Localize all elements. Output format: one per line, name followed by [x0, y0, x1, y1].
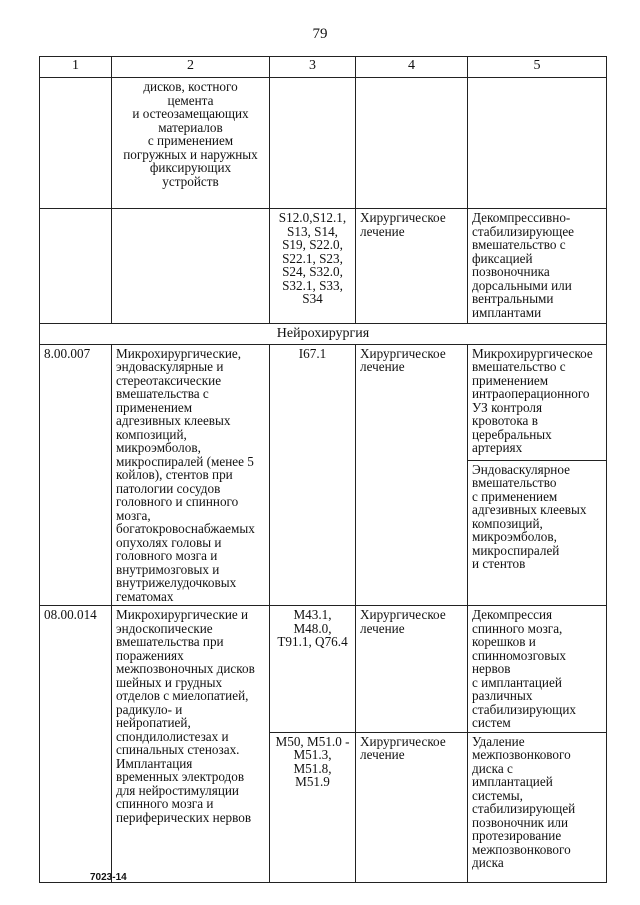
table-header-row — [40, 57, 607, 78]
column-header: 4 — [356, 57, 468, 78]
cell-code: 08.00.014 — [40, 606, 112, 883]
cell-method: Микрохирургическое вмешательство с применением интраоперационного УЗ контроля кровотока в церебральных артериях — [468, 344, 607, 460]
cell-description — [112, 209, 270, 324]
cell-treatment-type — [356, 78, 468, 209]
cell-method: Эндоваскулярное вмешательство с применением адгезивных клеевых композиций, микроэмболов, микроспиралей и стентов — [468, 460, 607, 605]
section-title: Нейрохирургия — [40, 324, 607, 345]
cell-icd-codes: M43.1, M48.0, T91.1, Q76.4 — [270, 606, 356, 733]
cell-code — [40, 78, 112, 209]
cell-method: Декомпрессивно- стабилизирующее вмешательство с фиксацией позвоночника дорсальными или вентральными имплантами — [468, 209, 607, 324]
cell-code: 8.00.007 — [40, 344, 112, 606]
cell-icd-codes — [270, 78, 356, 209]
cell-description: Микрохирургические, эндоваскулярные и стереотаксические вмешательства с применением адгезивных клеевых композиций, микроэмболов, микроспиралей (менее 5 койлов), стентов при патологии сосудов головного и спинного мозга, богатокровоснабжаемых опухолях головы и головного мозга и внутримозговых и внутрижелудочковых гематомах — [112, 344, 270, 606]
cell-code — [40, 209, 112, 324]
cell-icd-codes: M50, M51.0 - M51.3, M51.8, M51.9 — [270, 732, 356, 882]
cell-treatment-type: Хирургическое лечение — [356, 344, 468, 606]
column-header: 5 — [468, 57, 607, 78]
cell-method — [468, 78, 607, 209]
document-footer-code: 7023-14 — [90, 872, 127, 883]
table-row — [40, 78, 607, 209]
section-heading-row — [40, 324, 607, 345]
cell-method: Декомпрессия спинного мозга, корешков и спинномозговых нервов с имплантацией различных стабилизирующих систем — [468, 606, 607, 733]
cell-method: Удаление межпозвонкового диска с имплантацией системы, стабилизирующей позвоночник или протезирование межпозвонкового диска — [468, 732, 607, 882]
cell-icd-codes: I67.1 — [270, 344, 356, 606]
cell-description: Микрохирургические и эндоскопические вмешательства при поражениях межпозвоночных дисков шейных и грудных отделов с миелопатией, радикуло- и нейропатией, спондилолистезах и спинальных стенозах. Имплантация временных электродов для нейростимуляции спинного мозга и периферических нервов — [112, 606, 270, 883]
page-number: 79 — [312, 26, 328, 42]
table-row — [40, 344, 607, 460]
table-row — [40, 209, 607, 324]
column-header: 2 — [112, 57, 270, 78]
cell-treatment-type: Хирургическое лечение — [356, 606, 468, 733]
table-row — [40, 606, 607, 733]
cell-treatment-type: Хирургическое лечение — [356, 209, 468, 324]
column-header: 1 — [40, 57, 112, 78]
cell-icd-codes: S12.0,S12.1, S13, S14, S19, S22.0, S22.1, S23, S24, S32.0, S32.1, S33, S34 — [270, 209, 356, 324]
column-header: 3 — [270, 57, 356, 78]
medical-procedures-table — [39, 56, 607, 883]
cell-treatment-type: Хирургическое лечение — [356, 732, 468, 882]
cell-description: дисков, костного цемента и остеозамещающих материалов с применением погружных и наружных фиксирующих устройств — [112, 78, 270, 209]
